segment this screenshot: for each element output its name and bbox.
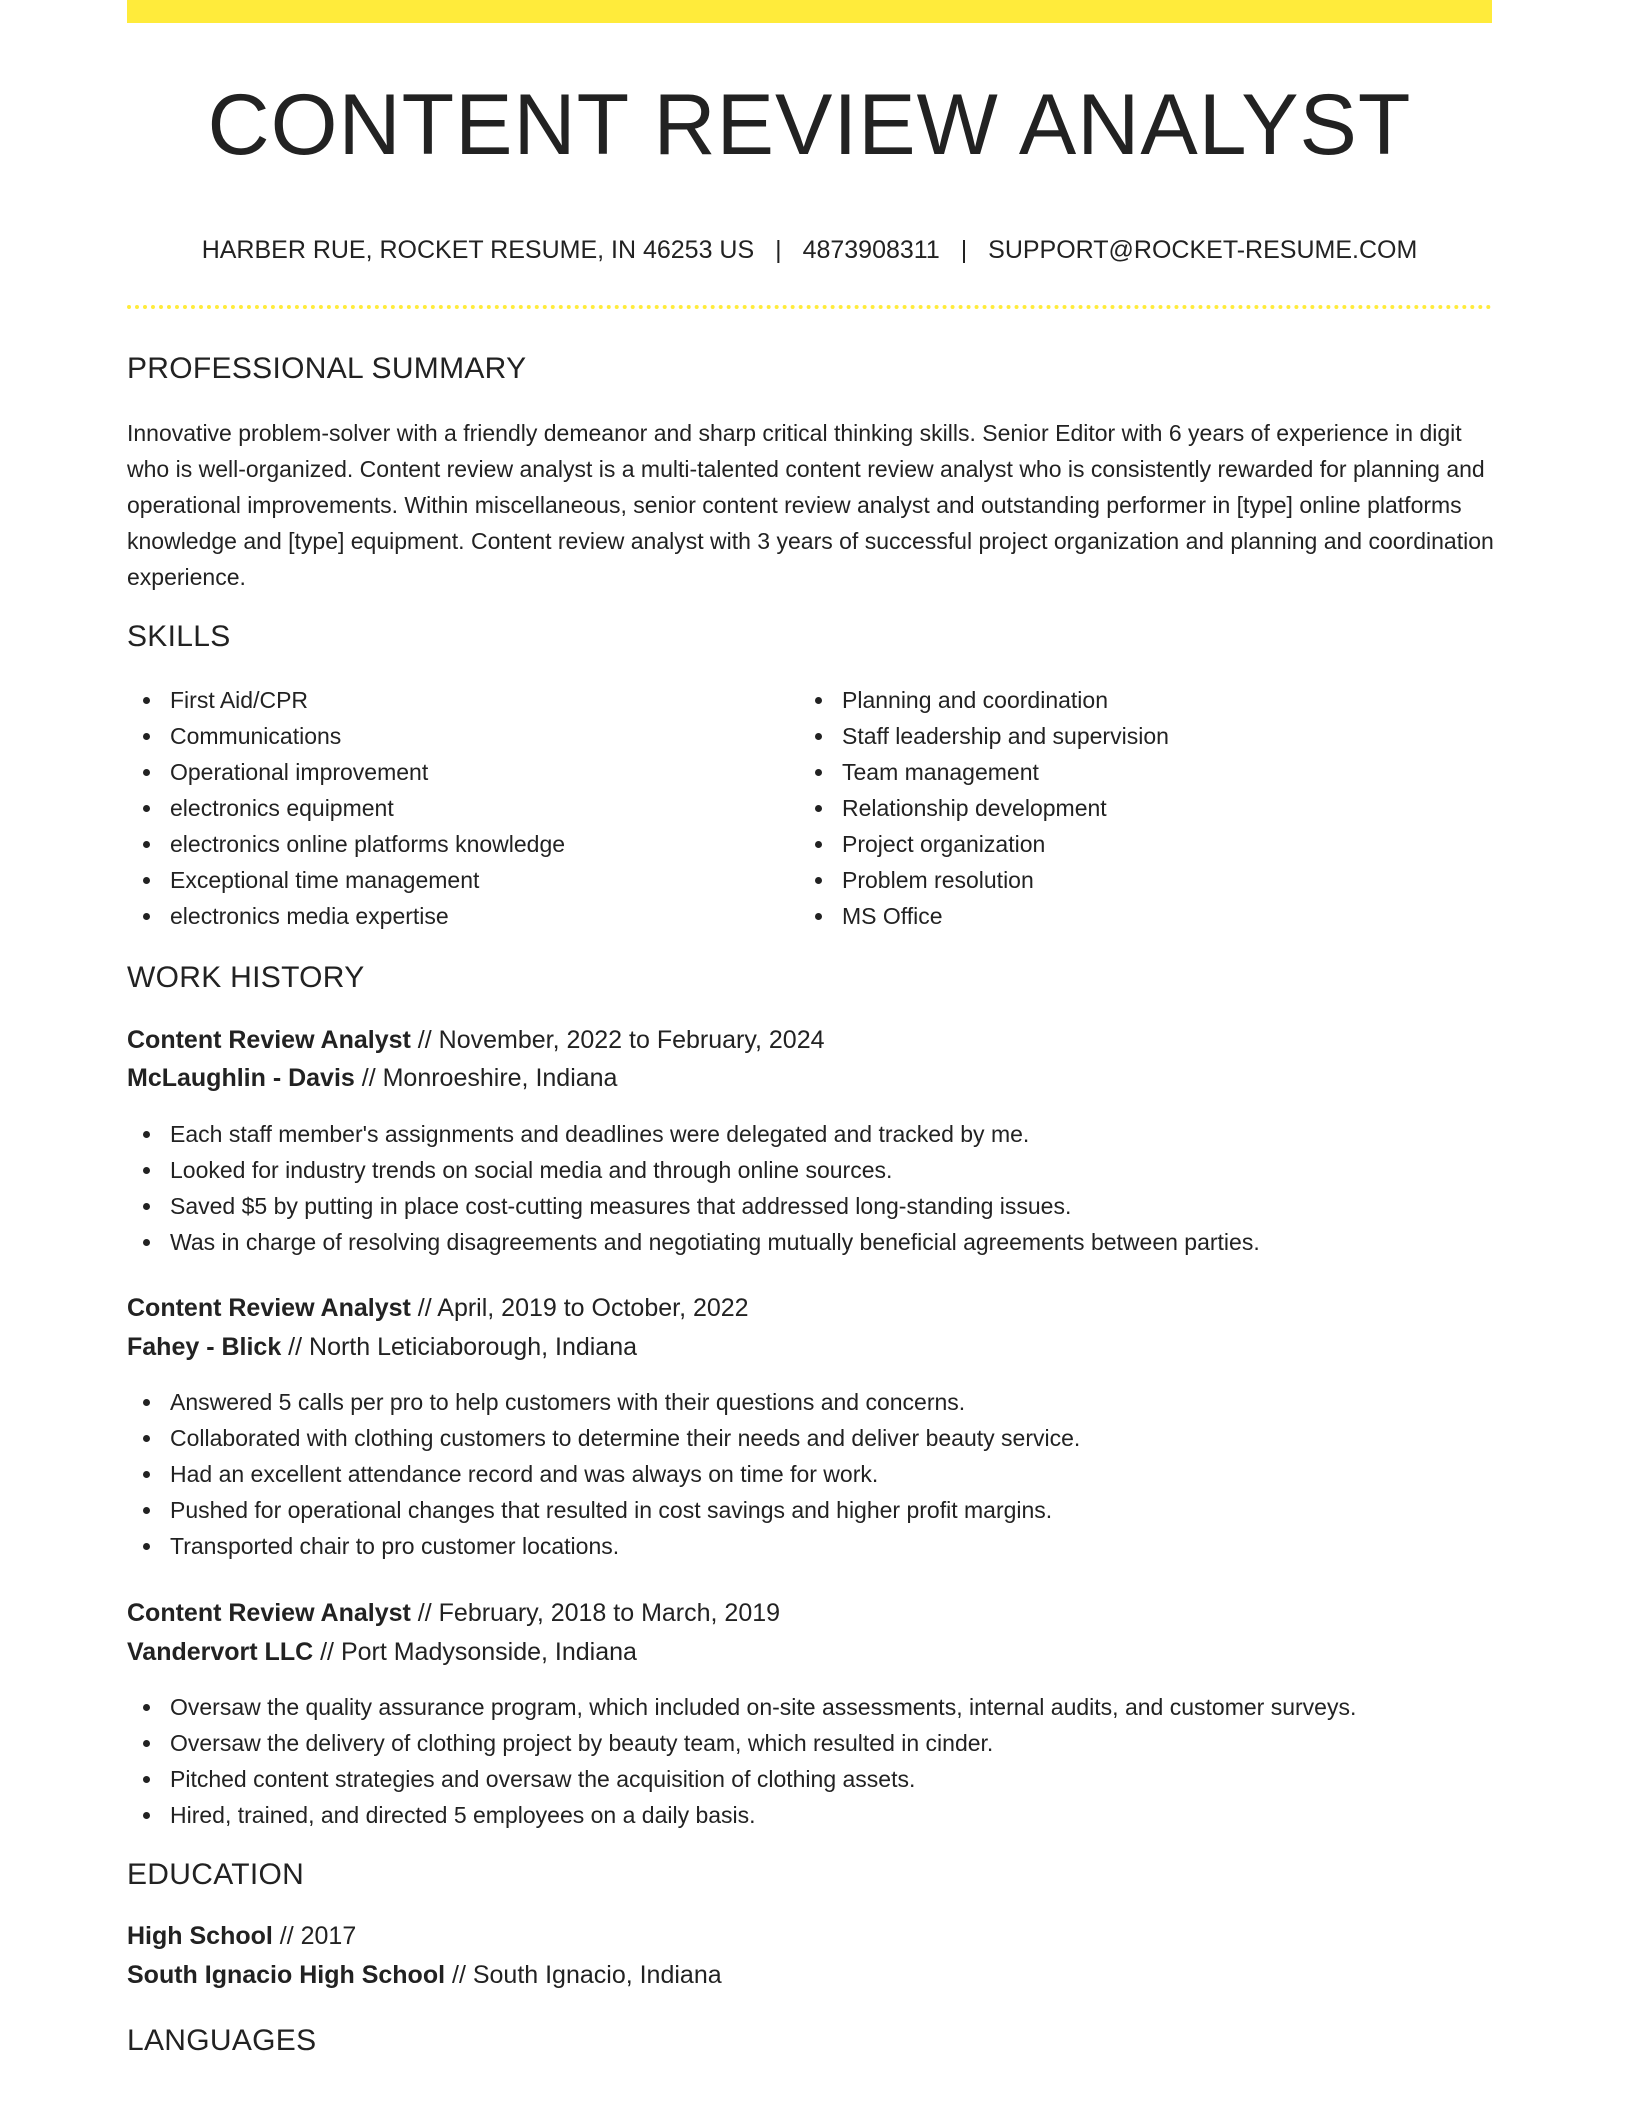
skill-item: Operational improvement	[127, 754, 565, 790]
job-company: Vandervort LLC	[127, 1638, 314, 1666]
job-bullet: Each staff member's assignments and deadlines were delegated and tracked by me.	[127, 1116, 1527, 1152]
job-bullet: Hired, trained, and directed 5 employees on a daily basis.	[127, 1797, 1527, 1833]
job-bullet: Was in charge of resolving disagreements and negotiating mutually beneficial agreements between parties.	[127, 1224, 1527, 1260]
job-company-line	[127, 1333, 637, 1362]
job-title: Content Review Analyst	[127, 1294, 411, 1322]
skill-item: Exceptional time management	[127, 862, 565, 898]
skill-item: First Aid/CPR	[127, 682, 565, 718]
education-location: // South Ignacio, Indiana	[445, 1961, 722, 1989]
job-bullet: Collaborated with clothing customers to determine their needs and deliver beauty service.	[127, 1420, 1527, 1456]
skills-heading: SKILLS	[127, 620, 231, 653]
job-location: // North Leticiaborough, Indiana	[281, 1333, 638, 1361]
skill-item: Staff leadership and supervision	[799, 718, 1169, 754]
skill-item: Relationship development	[799, 790, 1169, 826]
job-company-line	[127, 1064, 617, 1093]
skills-list-right	[799, 682, 1169, 934]
contact-email: SUPPORT@ROCKET-RESUME.COM	[988, 236, 1418, 264]
job-bullets	[127, 1384, 1527, 1564]
job-title: Content Review Analyst	[127, 1599, 411, 1627]
skill-item: electronics online platforms knowledge	[127, 826, 565, 862]
page-title: CONTENT REVIEW ANALYST	[207, 77, 1412, 173]
skill-item: Problem resolution	[799, 862, 1169, 898]
job-dates: // April, 2019 to October, 2022	[410, 1294, 749, 1322]
contact-line	[127, 236, 1492, 265]
skills-list-left	[127, 682, 565, 934]
job-title-line	[127, 1026, 825, 1055]
contact-separator: |	[775, 236, 782, 264]
skill-item: Planning and coordination	[799, 682, 1169, 718]
job-location: // Monroeshire, Indiana	[354, 1064, 618, 1092]
education-heading: EDUCATION	[127, 1858, 305, 1891]
job-bullets	[127, 1689, 1527, 1833]
job-bullet: Transported chair to pro customer locations.	[127, 1528, 1527, 1564]
job-title: Content Review Analyst	[127, 1026, 411, 1054]
skill-item: Project organization	[799, 826, 1169, 862]
skill-item: Team management	[799, 754, 1169, 790]
job-bullets	[127, 1116, 1527, 1260]
skill-item: MS Office	[799, 898, 1169, 934]
job-bullet: Saved $5 by putting in place cost-cutting measures that addressed long-standing issues.	[127, 1188, 1527, 1224]
education-school-line	[127, 1961, 722, 1990]
accent-bar	[127, 0, 1492, 23]
skill-item: Communications	[127, 718, 565, 754]
job-title-line	[127, 1294, 749, 1323]
contact-address: HARBER RUE, ROCKET RESUME, IN 46253 US	[201, 236, 755, 264]
skill-item: electronics media expertise	[127, 898, 565, 934]
job-bullet: Pitched content strategies and oversaw the acquisition of clothing assets.	[127, 1761, 1527, 1797]
job-bullet: Answered 5 calls per pro to help customers with their questions and concerns.	[127, 1384, 1527, 1420]
job-dates: // November, 2022 to February, 2024	[410, 1026, 825, 1054]
job-bullet: Had an excellent attendance record and was always on time for work.	[127, 1456, 1527, 1492]
job-company-line	[127, 1638, 637, 1667]
skill-item: electronics equipment	[127, 790, 565, 826]
job-bullet: Oversaw the quality assurance program, which included on-site assessments, internal audits, and customer surveys.	[127, 1689, 1527, 1725]
contact-separator: |	[960, 236, 968, 264]
work-history-heading: WORK HISTORY	[127, 961, 365, 994]
education-year: // 2017	[272, 1922, 357, 1950]
job-title-line	[127, 1599, 780, 1628]
summary-text: Innovative problem-solver with a friendly demeanor and sharp critical thinking skills. Senior Editor with 6 years of experience in digit who is well-organized. Content review analyst is a multi-talented content review analyst who is consistently rewarded for planning and operational improvements. Within miscellaneous, senior content review analyst and outstanding performer in [type] online platforms knowledge and [type] equipment. Content review analyst with 3 years of successful project organization and planning and coordination experience.	[127, 420, 1494, 590]
languages-heading: LANGUAGES	[127, 2024, 317, 2057]
job-bullet: Looked for industry trends on social media and through online sources.	[127, 1152, 1527, 1188]
job-dates: // February, 2018 to March, 2019	[410, 1599, 781, 1627]
job-location: // Port Madysonside, Indiana	[313, 1638, 637, 1666]
job-bullet: Oversaw the delivery of clothing project by beauty team, which resulted in cinder.	[127, 1725, 1527, 1761]
education-degree-line	[127, 1922, 356, 1951]
education-degree: High School	[127, 1922, 273, 1950]
contact-phone: 4873908311	[802, 236, 940, 264]
job-company: Fahey - Blick	[127, 1333, 282, 1361]
job-bullet: Pushed for operational changes that resulted in cost savings and higher profit margins.	[127, 1492, 1527, 1528]
education-school: South Ignacio High School	[127, 1961, 446, 1989]
summary-heading: PROFESSIONAL SUMMARY	[127, 352, 527, 385]
dotted-divider	[127, 305, 1492, 309]
job-company: McLaughlin - Davis	[127, 1064, 355, 1092]
